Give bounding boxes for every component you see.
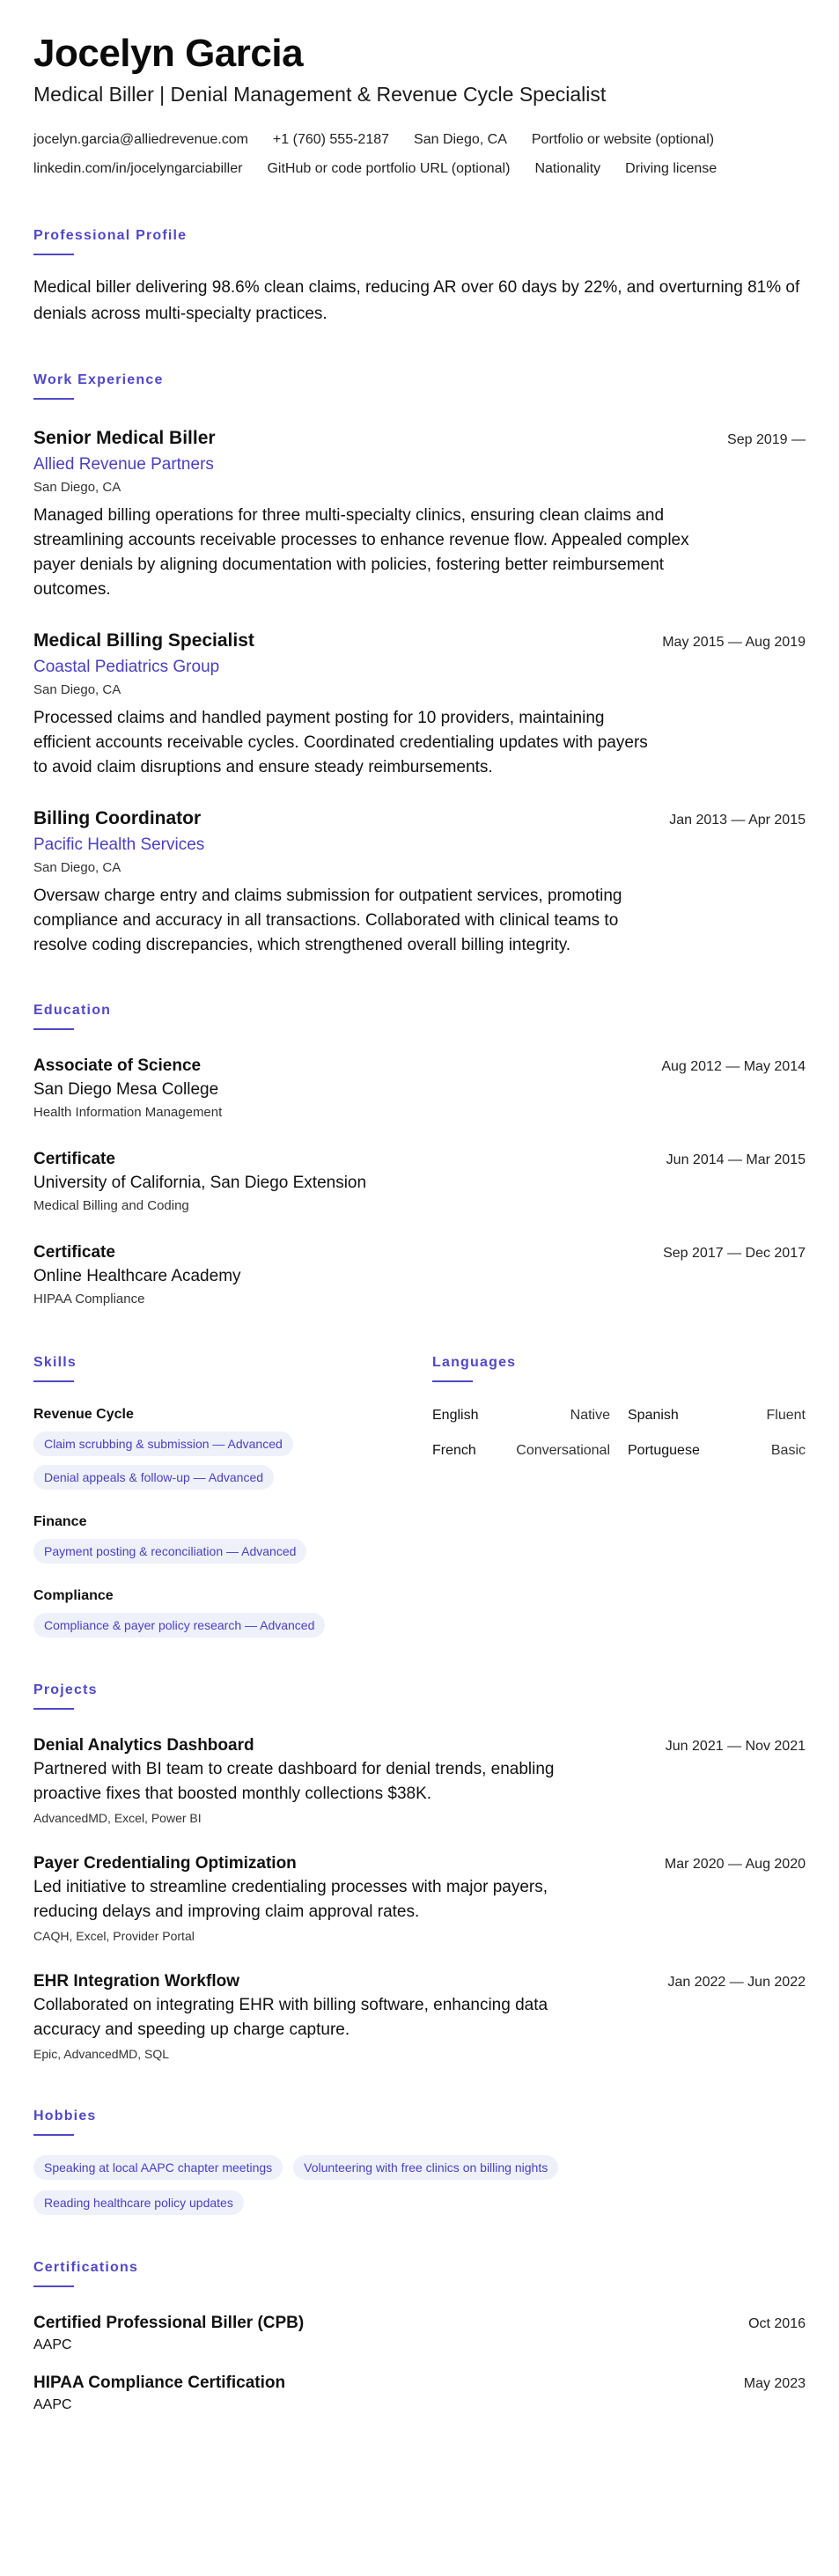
language-name: English bbox=[432, 1408, 479, 1423]
section-divider bbox=[33, 1380, 74, 1382]
education-entry bbox=[33, 1055, 806, 1123]
job-date: Jan 2013 — Apr 2015 bbox=[669, 813, 806, 828]
language-item bbox=[432, 1405, 610, 1426]
skills-languages-row bbox=[33, 1354, 806, 1638]
job-title: Medical Billing Specialist bbox=[33, 630, 254, 651]
project-entry bbox=[33, 1852, 806, 1946]
section-title: Education bbox=[33, 1003, 112, 1018]
job-location: San Diego, CA bbox=[33, 480, 121, 495]
education-field: Health Information Management bbox=[33, 1105, 223, 1120]
project-description: Led initiative to streamline credentialing processes with major payers, reducing delays and improving claim approval rates. bbox=[33, 1878, 548, 1921]
project-tech: AdvancedMD, Excel, Power BI bbox=[33, 1811, 202, 1825]
language-name: Spanish bbox=[628, 1408, 679, 1423]
education-school: Online Healthcare Academy bbox=[33, 1267, 241, 1285]
projects-section bbox=[33, 1682, 806, 2064]
hobby-tag: Volunteering with free clinics on billing nights bbox=[293, 2155, 558, 2180]
language-level: Basic bbox=[770, 1443, 806, 1458]
project-tech: CAQH, Excel, Provider Portal bbox=[33, 1929, 195, 1943]
certifications-section bbox=[33, 2259, 806, 2416]
job-company: Allied Revenue Partners bbox=[33, 455, 214, 474]
language-item bbox=[628, 1440, 806, 1461]
section-divider bbox=[33, 254, 74, 255]
resume-header bbox=[33, 30, 806, 183]
section-divider bbox=[432, 1380, 473, 1382]
hobby-list bbox=[33, 2155, 650, 2215]
job-description: Managed billing operations for three multi-specialty clinics, ensuring clean claims and streamlining accounts receivable processes to enhance revenue flow. Appealed complex payer denials by aligning documentation with policies, fostering better reimbursement outcomes. bbox=[33, 506, 689, 599]
skill-tag: Claim scrubbing & submission — Advanced bbox=[33, 1432, 293, 1456]
skill-tag: Denial appeals & follow-up — Advanced bbox=[33, 1465, 274, 1490]
education-entry bbox=[33, 1241, 806, 1310]
contact-portfolio[interactable]: Portfolio or website (optional) bbox=[531, 132, 715, 147]
certification-entry bbox=[33, 2312, 806, 2356]
candidate-subtitle: Medical Biller | Denial Management & Revenue Cycle Specialist bbox=[33, 83, 607, 106]
section-title: Languages bbox=[432, 1355, 517, 1370]
skill-tag: Payment posting & reconciliation — Advanced bbox=[33, 1539, 306, 1564]
education-field: Medical Billing and Coding bbox=[33, 1198, 189, 1213]
job-date: Sep 2019 — bbox=[727, 432, 806, 447]
certification-issuer: AAPC bbox=[33, 2397, 72, 2412]
project-date: Jan 2022 — Jun 2022 bbox=[667, 1975, 806, 1990]
job-entry bbox=[33, 806, 806, 958]
contact-list-2 bbox=[33, 154, 806, 183]
section-divider bbox=[33, 2285, 74, 2287]
contact-driving-license: Driving license bbox=[625, 161, 718, 176]
job-date: May 2015 — Aug 2019 bbox=[662, 635, 806, 650]
project-description: Partnered with BI team to create dashboard for denial trends, enabling proactive fixes that boosted monthly collections $38K. bbox=[33, 1760, 555, 1803]
hobby-tag: Reading healthcare policy updates bbox=[33, 2190, 244, 2215]
education-date: Sep 2017 — Dec 2017 bbox=[663, 1246, 806, 1261]
job-location: San Diego, CA bbox=[33, 860, 121, 875]
contact-email[interactable]: jocelyn.garcia@alliedrevenue.com bbox=[33, 132, 248, 147]
section-title: Skills bbox=[33, 1355, 77, 1370]
section-title: Certifications bbox=[33, 2260, 139, 2275]
language-name: Portuguese bbox=[628, 1443, 700, 1458]
contact-linkedin[interactable]: linkedin.com/in/jocelyngarciabiller bbox=[33, 161, 243, 176]
project-date: Jun 2021 — Nov 2021 bbox=[665, 1739, 806, 1754]
job-title: Senior Medical Biller bbox=[33, 428, 216, 448]
profile-summary: Medical biller delivering 98.6% clean claims, reducing AR over 60 days by 22%, and overturning 81% of denials across multi-specialty practices. bbox=[33, 278, 800, 323]
certification-name: Certified Professional Biller (CPB) bbox=[33, 2314, 305, 2332]
education-degree: Certificate bbox=[33, 1243, 115, 1262]
section-divider bbox=[33, 1028, 74, 1030]
skill-group bbox=[33, 1512, 432, 1564]
section-title: Professional Profile bbox=[33, 228, 188, 243]
project-title: EHR Integration Workflow bbox=[33, 1972, 239, 1991]
contact-location: San Diego, CA bbox=[414, 132, 507, 147]
education-degree: Certificate bbox=[33, 1150, 115, 1168]
skill-category: Compliance bbox=[33, 1588, 114, 1603]
job-description: Oversaw charge entry and claims submission for outpatient services, promoting compliance and accuracy in all transactions. Collaborated with clinical teams to resolve coding discrepancies, which strengthened overall billing integrity. bbox=[33, 887, 622, 954]
section-title: Hobbies bbox=[33, 2109, 97, 2123]
contact-github[interactable]: GitHub or code portfolio URL (optional) bbox=[267, 161, 511, 176]
languages-section bbox=[432, 1354, 806, 1638]
job-description: Processed claims and handled payment posting for 10 providers, maintaining efficient accounts receivable cycles. Coordinated credentialing updates with payers to avoid claim disruptions and ensure steady reimbursements. bbox=[33, 709, 648, 776]
contact-nationality: Nationality bbox=[534, 161, 601, 176]
skill-group bbox=[33, 1405, 432, 1490]
contact-list bbox=[33, 125, 806, 154]
project-date: Mar 2020 — Aug 2020 bbox=[664, 1857, 806, 1872]
skill-category: Finance bbox=[33, 1514, 87, 1529]
certification-entry bbox=[33, 2372, 806, 2416]
hobbies-section bbox=[33, 2108, 806, 2215]
skill-tag: Compliance & payer policy research — Advanced bbox=[33, 1613, 325, 1638]
language-level: Native bbox=[570, 1408, 610, 1423]
project-title: Payer Credentialing Optimization bbox=[33, 1854, 297, 1873]
education-school: San Diego Mesa College bbox=[33, 1080, 219, 1099]
project-tech: Epic, AdvancedMD, SQL bbox=[33, 2047, 170, 2061]
language-list bbox=[432, 1405, 806, 1461]
candidate-name: Jocelyn Garcia bbox=[33, 32, 304, 75]
language-item bbox=[432, 1440, 610, 1461]
certification-issuer: AAPC bbox=[33, 2337, 72, 2352]
section-divider bbox=[33, 398, 74, 400]
education-date: Jun 2014 — Mar 2015 bbox=[666, 1152, 806, 1167]
profile-section bbox=[33, 227, 806, 328]
skills-section bbox=[33, 1354, 432, 1638]
job-company: Pacific Health Services bbox=[33, 835, 205, 854]
certification-date: Oct 2016 bbox=[748, 2316, 806, 2331]
skill-group bbox=[33, 1586, 432, 1638]
language-level: Conversational bbox=[516, 1443, 610, 1458]
language-level: Fluent bbox=[766, 1408, 806, 1423]
section-divider bbox=[33, 2134, 74, 2136]
section-divider bbox=[33, 1708, 74, 1710]
education-section bbox=[33, 1002, 806, 1310]
certification-name: HIPAA Compliance Certification bbox=[33, 2374, 286, 2392]
education-field: HIPAA Compliance bbox=[33, 1292, 145, 1306]
education-school: University of California, San Diego Extension bbox=[33, 1174, 367, 1192]
education-entry bbox=[33, 1148, 806, 1217]
certification-date: May 2023 bbox=[743, 2376, 806, 2391]
job-entry bbox=[33, 629, 806, 780]
contact-phone[interactable]: +1 (760) 555-2187 bbox=[272, 132, 390, 147]
project-description: Collaborated on integrating EHR with billing software, enhancing data accuracy and speeding up charge capture. bbox=[33, 1996, 548, 2039]
skill-category: Revenue Cycle bbox=[33, 1407, 134, 1422]
education-date: Aug 2012 — May 2014 bbox=[661, 1059, 806, 1074]
experience-section bbox=[33, 372, 806, 958]
job-company: Coastal Pediatrics Group bbox=[33, 658, 220, 676]
language-item bbox=[628, 1405, 806, 1426]
section-title: Projects bbox=[33, 1682, 98, 1697]
job-location: San Diego, CA bbox=[33, 682, 121, 697]
project-entry bbox=[33, 1970, 806, 2064]
hobby-tag: Speaking at local AAPC chapter meetings bbox=[33, 2155, 283, 2180]
education-degree: Associate of Science bbox=[33, 1056, 202, 1075]
job-title: Billing Coordinator bbox=[33, 808, 202, 828]
project-title: Denial Analytics Dashboard bbox=[33, 1736, 254, 1755]
project-entry bbox=[33, 1734, 806, 1828]
language-name: French bbox=[432, 1443, 476, 1458]
section-title: Work Experience bbox=[33, 372, 164, 387]
job-entry bbox=[33, 426, 806, 602]
